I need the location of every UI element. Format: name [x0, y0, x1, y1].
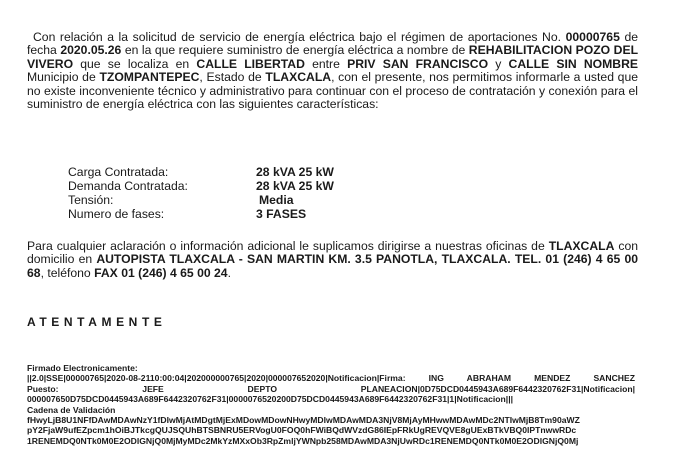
and-street: CALLE SIN NOMBRE	[508, 56, 638, 71]
intro-text: que se localiza en	[80, 56, 190, 71]
validation-chain-line: fHwyLjB8U1NFfDAwMDAwNzY1fDIwMjAtMDgtMjExMDowMDowNHwyMDIwMDAwMDA3NjV8MjAyMHwwMDAwMDc2NTIwMjB8Tm90aWZ	[27, 415, 580, 425]
spec-row	[68, 207, 468, 221]
spec-row	[68, 179, 468, 193]
validation-chain-line: pY2FjaW9ufEZpcm1hOiBJTkcgQUJSQUhBTSBNRU5ERVogU0FOQ0hFWiBQdWVzdG86IEpFRkUgREVQVE8gUExBTkVBQ0lPTnwwRDc	[27, 425, 577, 436]
contact-text: .	[227, 265, 231, 280]
spec-label: Numero de fases:	[68, 207, 165, 221]
spec-value: 3 FASES	[256, 207, 307, 221]
spec-value: 28 kVA 25 kW	[256, 165, 334, 179]
intro-text: entre	[312, 56, 340, 71]
office-address: AUTOPISTA TLAXCALA - SAN MARTIN KM. 3.5 PANOTLA, TLAXCALA.	[96, 252, 511, 267]
between-street: PRIV SAN FRANCISCO	[347, 56, 489, 71]
spec-value: 28 kVA 25 kW	[256, 179, 334, 193]
intro-text: , con el presente, nos permitimos informarle a usted que no existe inconveniente técnico y administrativo para continuar con el proceso de contratación y conexión para el suministro de energía eléctrica con las siguientes características:	[27, 70, 638, 112]
phone-number: TEL. 01 (246) 4 65 00 68	[27, 252, 639, 280]
state: TLAXCALA	[265, 70, 332, 85]
intro-text: y	[495, 56, 502, 71]
signature-line: 000007650D75DCD0445943A689F6442320762F31|0000076520200D75DCD0445943A689F6442320762F31|1|Notificacion|||	[27, 394, 514, 405]
intro-text: en la que requiere suministro de energía eléctrica a nombre de	[124, 43, 466, 58]
spec-row	[68, 193, 468, 207]
spec-label: Demanda Contratada:	[68, 179, 188, 193]
spec-label: Carga Contratada:	[68, 165, 169, 179]
specs-table	[68, 165, 468, 221]
intro-text: Con relación a la solicitud de servicio de energía eléctrica bajo el régimen de aportaciones No.	[33, 30, 562, 44]
request-date: 2020.05.26	[60, 43, 122, 58]
contact-text: , teléfono	[40, 265, 91, 280]
intro-paragraph	[27, 31, 638, 111]
closing-salutation: ATENTAMENTE	[27, 315, 167, 329]
electronic-signature-block	[27, 363, 635, 446]
contact-text: Para cualquier aclaración o información adicional le suplicamos dirigirse a nuestras oficinas de	[27, 239, 545, 253]
fax-number: FAX 01 (246) 4 65 00 24	[94, 265, 228, 280]
client-name: REHABILITACION POZO DEL VIVERO	[27, 43, 639, 71]
spec-value: Media	[259, 193, 294, 207]
contact-paragraph	[27, 240, 638, 280]
intro-text: , Estado de	[199, 70, 262, 85]
signature-line: ||2.0|SSE|00000765|2020-08-2110:00:04|202000000765|2020|000007652020|Notificacion|Firma: ING ABRAHAM MENDEZ SANCHEZ	[27, 373, 635, 384]
signature-heading: Firmado Electronicamente:	[27, 363, 138, 373]
signature-line: Puesto: JEFE DEPTO PLANEACION|0D75DCD0445943A689F6442320762F31|Notificacion|	[27, 383, 635, 394]
intro-text: de fecha	[27, 30, 639, 58]
street-name: CALLE LIBERTAD	[196, 56, 305, 71]
spec-row	[68, 165, 468, 179]
validation-chain-line: 1RENEMDQ0NTk0M0E2ODlGNjQ0MjMyMDc2MkYzMXxOb3RpZmljYWNpb258MDAwMDA3NjUwRDc1RENEMDQ0NTk0M0E2ODlGNjQ0Mj	[27, 435, 579, 446]
municipality: TZOMPANTEPEC	[99, 70, 200, 85]
intro-text: Municipio de	[27, 70, 96, 85]
validation-chain-heading: Cadena de Validación	[27, 404, 116, 415]
request-number: 00000765	[565, 30, 620, 44]
spec-label: Tensión:	[68, 193, 114, 207]
office-name: TLAXCALA	[548, 239, 615, 253]
contact-text: con domicilio en	[27, 239, 638, 267]
